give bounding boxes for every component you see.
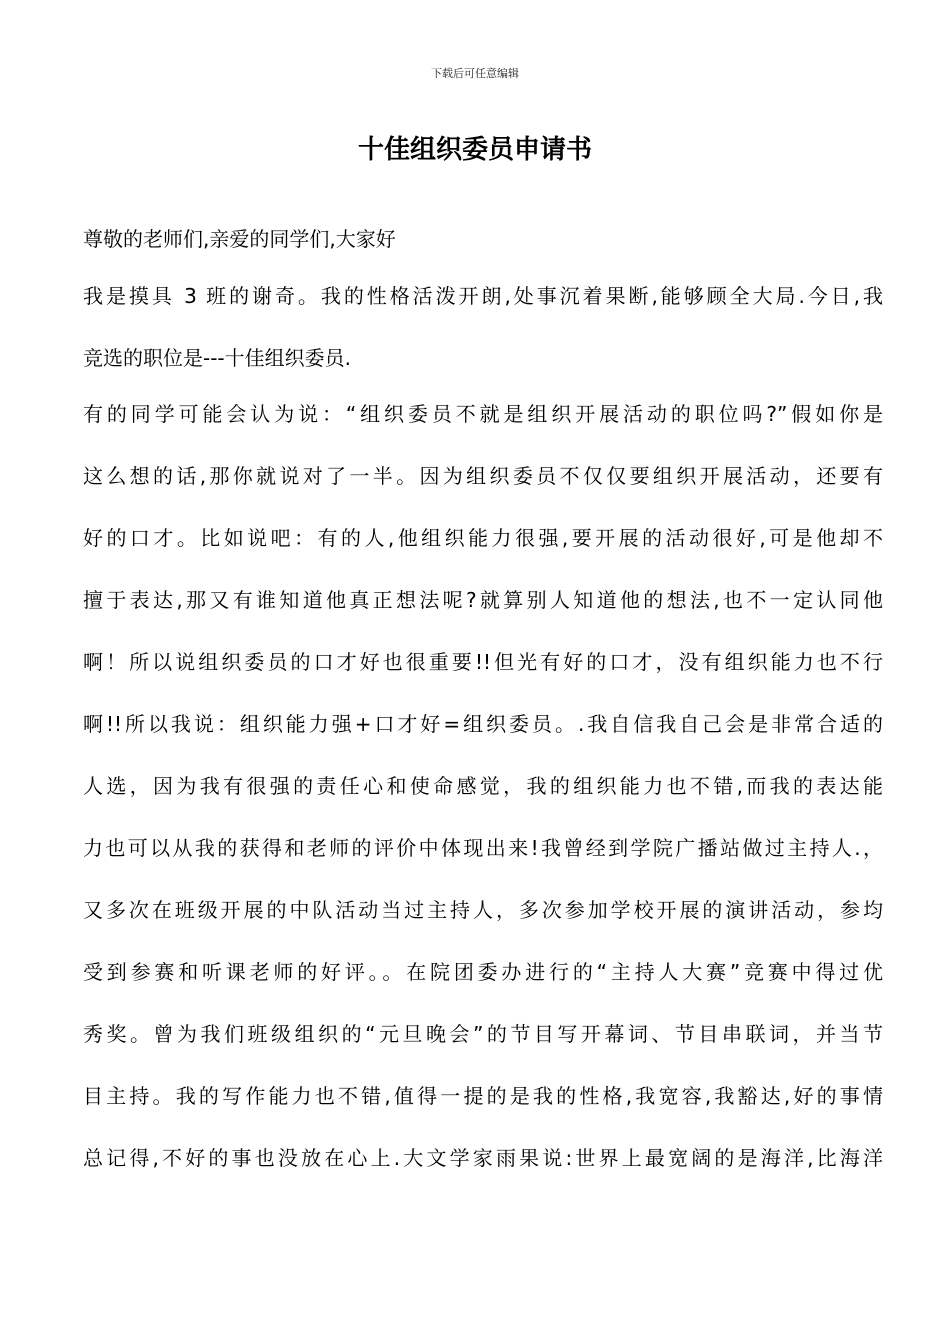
paragraph-1	[83, 281, 883, 405]
paragraph-line: 总记得,不好的事也没放在心上.大文学家雨果说:世界上最宽阔的是海洋,比海洋	[83, 1146, 883, 1170]
paragraph-line: 好的口才。比如说吧：有的人,他组织能力很强,要开展的活动很好,可是他却不	[83, 526, 883, 550]
paragraph-line: 人选，因为我有很强的责任心和使命感觉，我的组织能力也不错,而我的表达能	[83, 774, 883, 798]
paragraph-line: 竞选的职位是---十佳组织委员.	[83, 346, 352, 370]
paragraph-line: 我是摸具 3 班的谢奇。我的性格活泼开朗,处事沉着果断,能够顾全大局.今日,我	[83, 284, 883, 308]
paragraph-line: 啊!!所以我说：组织能力强+口才好=组织委员。.我自信我自己会是非常合适的	[83, 712, 883, 736]
paragraph-line: 受到参赛和听课老师的好评。。在院团委办进行的“主持人大赛”竞赛中得过优	[83, 960, 883, 984]
paragraph-line: 这么想的话,那你就说对了一半。因为组织委员不仅仅要组织开展活动，还要有	[83, 464, 883, 488]
paragraph-line: 又多次在班级开展的中队活动当过主持人，多次参加学校开展的演讲活动，参均	[83, 898, 883, 922]
paragraph-2	[83, 399, 883, 1205]
salutation: 尊敬的老师们,亲爱的同学们,大家好	[83, 227, 396, 251]
paragraph-line: 啊！所以说组织委员的口才好也很重要!!但光有好的口才，没有组织能力也不行	[83, 650, 883, 674]
header-note: 下载后可任意编辑	[431, 67, 519, 80]
paragraph-line: 秀奖。曾为我们班级组织的“元旦晚会”的节目写开幕词、节目串联词，并当节	[83, 1022, 883, 1046]
document-title: 十佳组织委员申请书	[357, 135, 592, 165]
paragraph-line: 擅于表达,那又有谁知道他真正想法呢?就算别人知道他的想法,也不一定认同他	[83, 588, 883, 612]
paragraph-line: 有的同学可能会认为说：“组织委员不就是组织开展活动的职位吗?”假如你是	[83, 402, 883, 426]
paragraph-line: 力也可以从我的获得和老师的评价中体现出来!我曾经到学院广播站做过主持人.，	[83, 836, 883, 860]
paragraph-line: 目主持。我的写作能力也不错,值得一提的是我的性格,我宽容,我豁达,好的事情	[83, 1084, 883, 1108]
